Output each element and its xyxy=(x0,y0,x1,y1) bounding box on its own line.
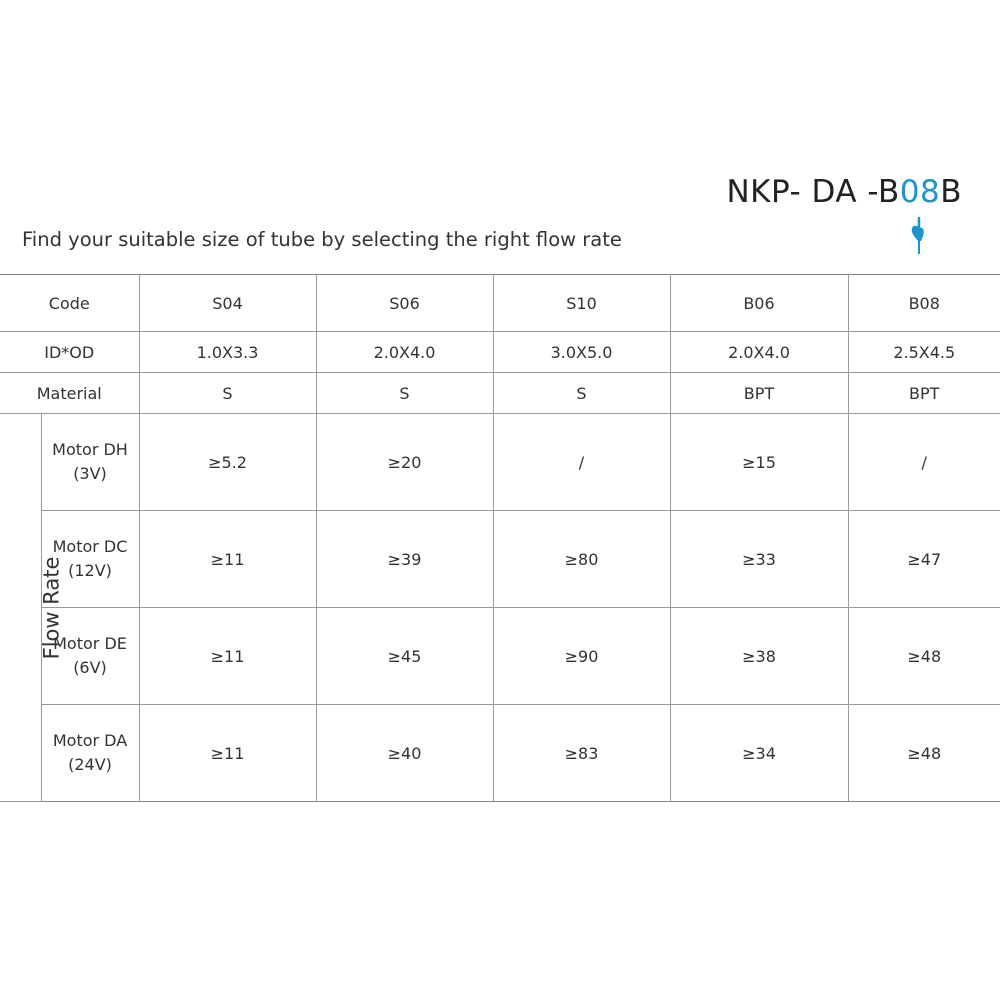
model-number xyxy=(726,174,962,210)
motor-name: Motor DH xyxy=(52,440,128,459)
table-cell: ≥45 xyxy=(316,608,493,705)
table-cell: S xyxy=(316,373,493,414)
motor-label xyxy=(41,705,139,802)
pointer-down-icon xyxy=(905,216,929,256)
table-row xyxy=(0,608,1000,705)
subtitle: Find your suitable size of tube by selecting the right flow rate xyxy=(22,228,622,251)
row-label: Material xyxy=(0,373,139,414)
table-cell: S10 xyxy=(493,275,670,332)
table-cell: BPT xyxy=(848,373,1000,414)
model-prefix: NKP- DA -B xyxy=(726,174,900,210)
table-cell: ≥80 xyxy=(493,511,670,608)
motor-name: Motor DE xyxy=(53,634,127,653)
table-cell: ≥11 xyxy=(139,705,316,802)
table-row xyxy=(0,511,1000,608)
table-cell: ≥20 xyxy=(316,414,493,511)
table-cell: ≥11 xyxy=(139,511,316,608)
table-row xyxy=(0,705,1000,802)
table-cell: 2.0X4.0 xyxy=(316,332,493,373)
table-row xyxy=(0,275,1000,332)
table-cell: 1.0X3.3 xyxy=(139,332,316,373)
row-label: Code xyxy=(0,275,139,332)
table-cell: S xyxy=(139,373,316,414)
motor-name: Motor DC xyxy=(52,537,128,556)
table-cell: S06 xyxy=(316,275,493,332)
table-cell: B06 xyxy=(670,275,848,332)
table-cell: / xyxy=(493,414,670,511)
table-row xyxy=(0,332,1000,373)
motor-voltage: (24V) xyxy=(68,755,112,774)
table-cell: ≥33 xyxy=(670,511,848,608)
table-cell: ≥11 xyxy=(139,608,316,705)
table-cell: S04 xyxy=(139,275,316,332)
table-cell: BPT xyxy=(670,373,848,414)
motor-label xyxy=(41,414,139,511)
table-cell: B08 xyxy=(848,275,1000,332)
table-cell: ≥5.2 xyxy=(139,414,316,511)
table-cell: 2.5X4.5 xyxy=(848,332,1000,373)
flow-rate-label-cell xyxy=(0,414,64,802)
table-cell: ≥90 xyxy=(493,608,670,705)
table-cell: ≥38 xyxy=(670,608,848,705)
table-cell: 2.0X4.0 xyxy=(670,332,848,373)
motor-voltage: (3V) xyxy=(73,464,107,483)
table-cell: ≥48 xyxy=(848,705,1000,802)
table-cell: / xyxy=(848,414,1000,511)
table-cell: ≥47 xyxy=(848,511,1000,608)
table-cell: ≥34 xyxy=(670,705,848,802)
table-cell: ≥48 xyxy=(848,608,1000,705)
table-row xyxy=(0,373,1000,414)
table-cell: S xyxy=(493,373,670,414)
table-cell: ≥15 xyxy=(670,414,848,511)
row-label: ID*OD xyxy=(0,332,139,373)
model-highlight: 08 xyxy=(899,174,941,210)
table-cell: ≥83 xyxy=(493,705,670,802)
table-row xyxy=(0,414,1000,511)
table-cell: ≥39 xyxy=(316,511,493,608)
motor-voltage: (6V) xyxy=(73,658,107,677)
motor-voltage: (12V) xyxy=(68,561,112,580)
table-cell: 3.0X5.0 xyxy=(493,332,670,373)
model-suffix: B xyxy=(940,174,962,210)
motor-name: Motor DA xyxy=(52,731,128,750)
spec-table xyxy=(0,274,1000,802)
table-cell: ≥40 xyxy=(316,705,493,802)
flow-rate-label: Flow Rate xyxy=(39,556,64,659)
